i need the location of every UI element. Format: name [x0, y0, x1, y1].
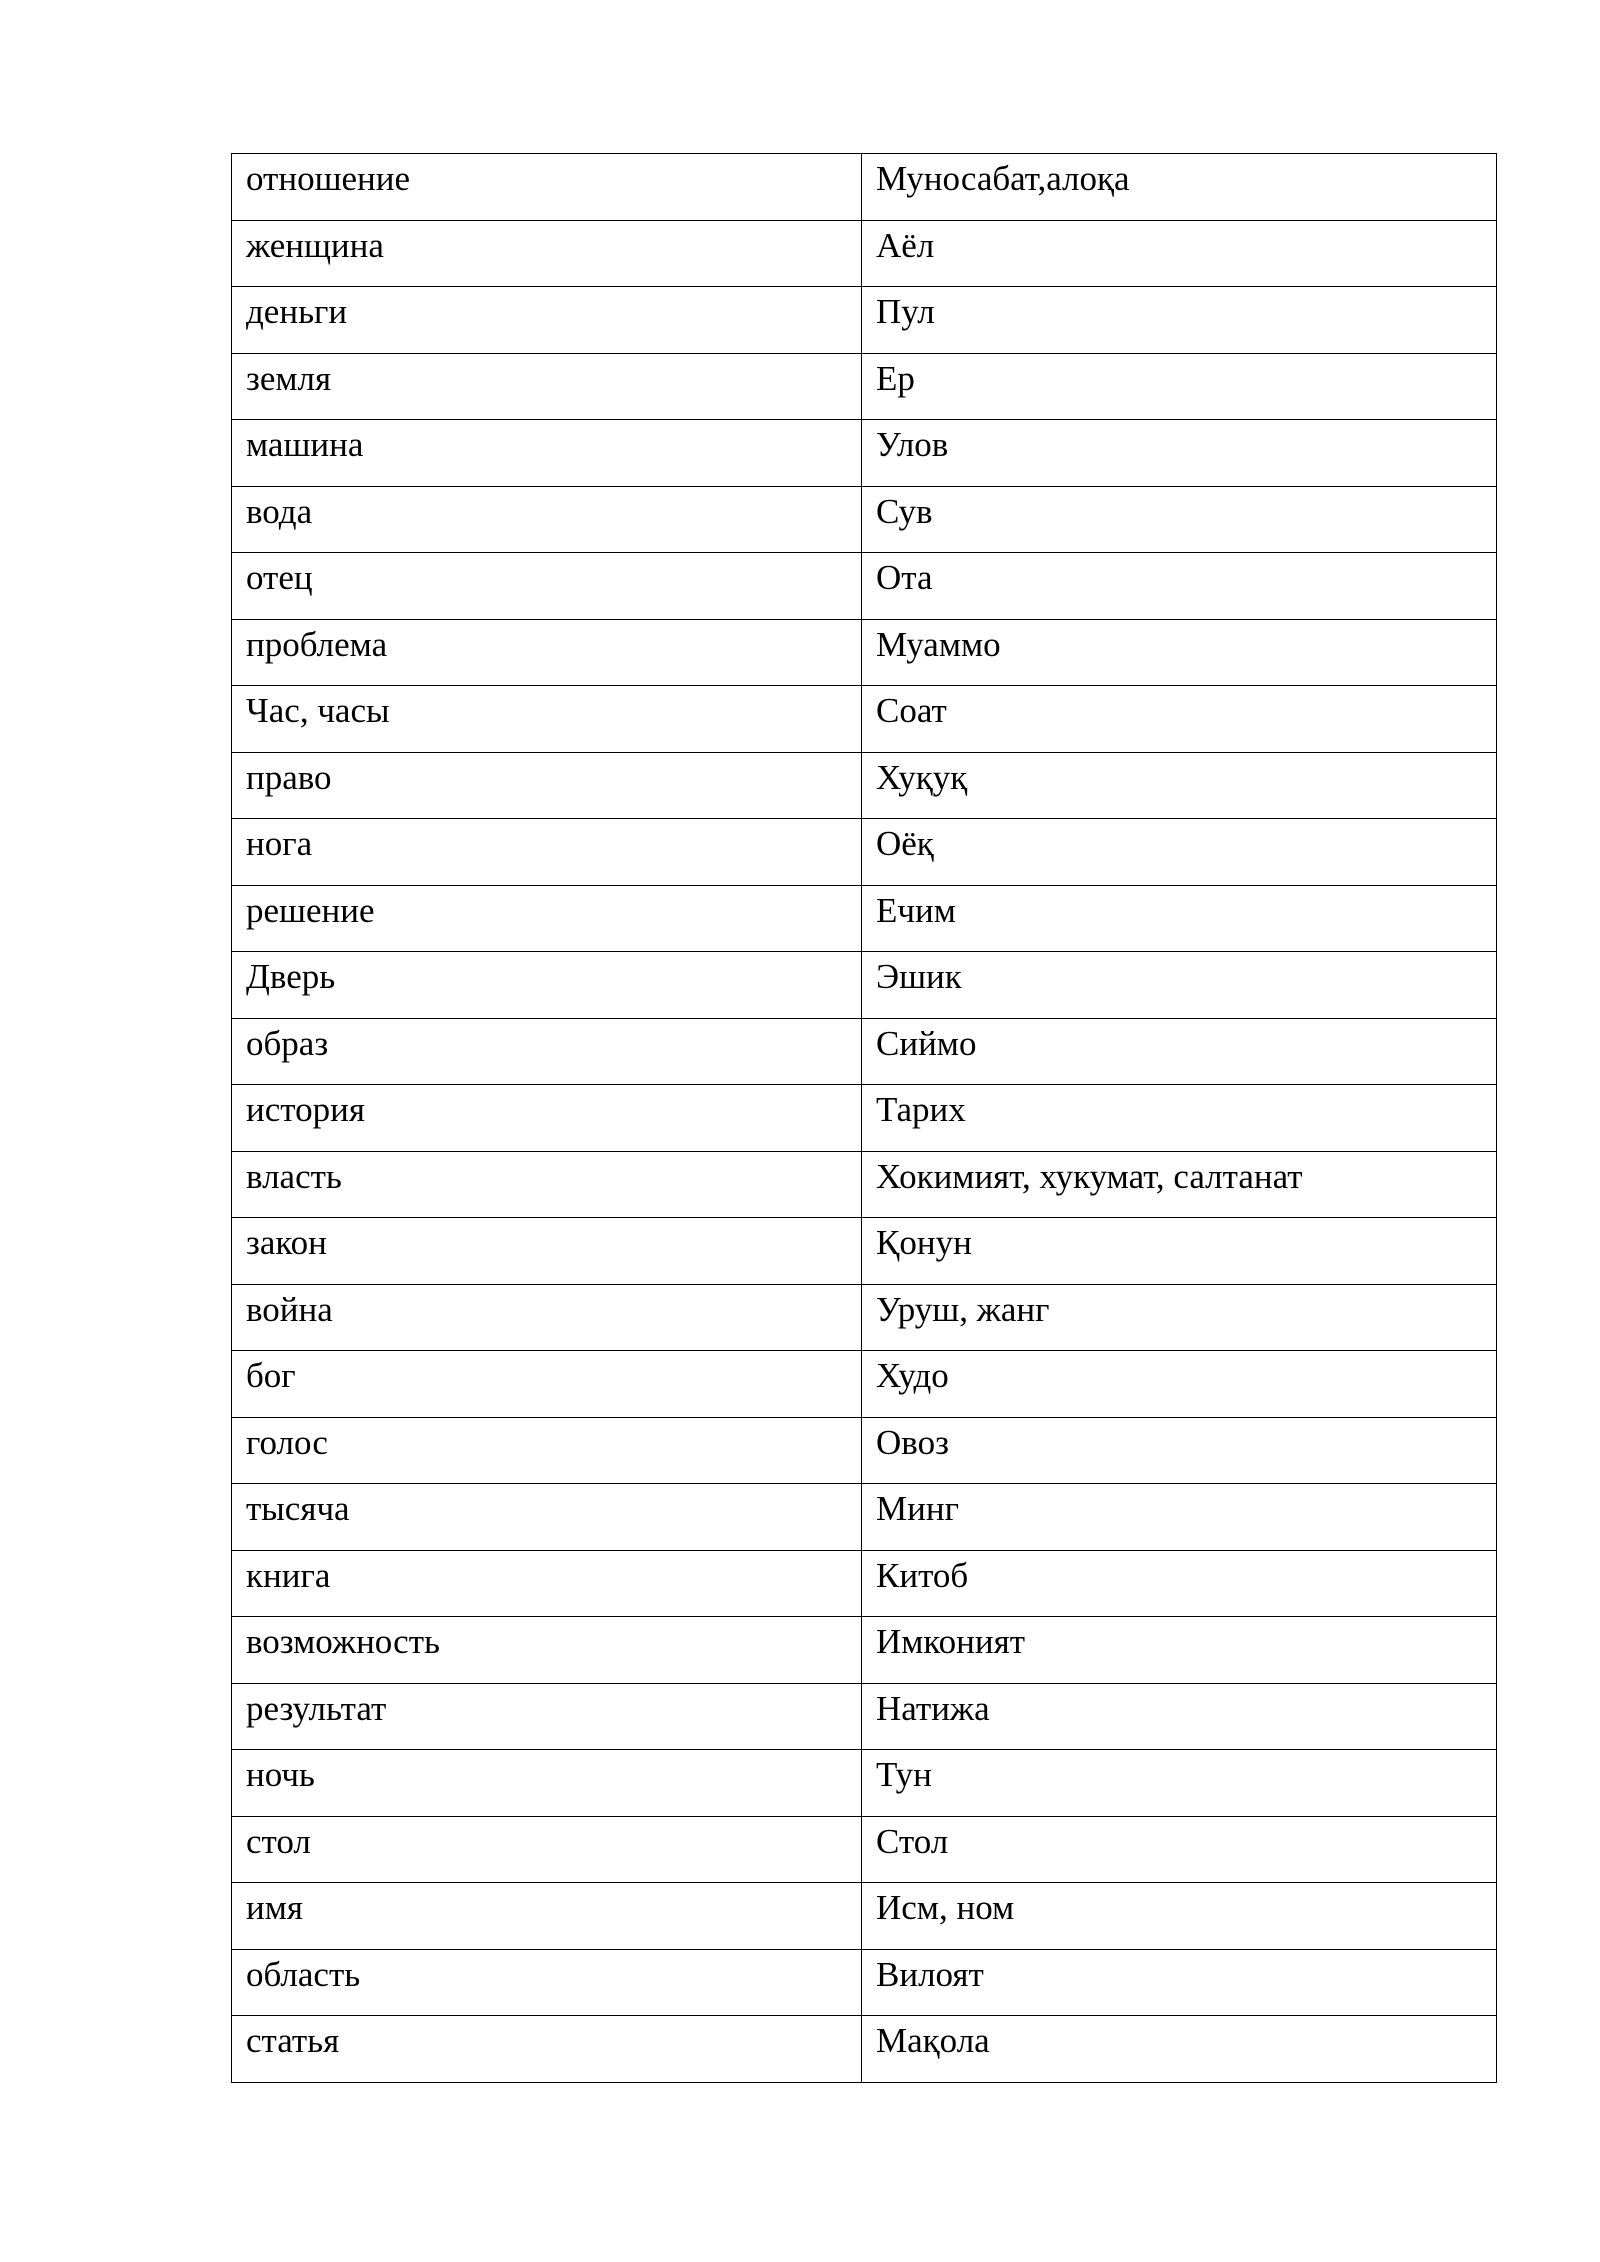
russian-word: женщина: [246, 225, 384, 265]
table-row: [232, 1883, 1497, 1950]
table-row: [232, 819, 1497, 886]
russian-word: ночь: [246, 1755, 315, 1794]
russian-word: вода: [246, 491, 313, 531]
uzbek-translation-cell: [862, 819, 1497, 886]
uzbek-translation: Стол: [876, 1821, 949, 1861]
table-row: [232, 1683, 1497, 1750]
table-row: [232, 1018, 1497, 1085]
uzbek-translation: Эшик: [876, 957, 962, 996]
uzbek-translation: Китоб: [876, 1555, 969, 1595]
table-row: [232, 220, 1497, 287]
russian-word-cell: [232, 1883, 862, 1950]
uzbek-translation-cell: [862, 1018, 1497, 1085]
uzbek-translation-cell: [862, 1417, 1497, 1484]
russian-word: война: [246, 1289, 333, 1329]
table-row: [232, 1949, 1497, 2016]
table-row: [232, 885, 1497, 952]
russian-word: история: [246, 1090, 365, 1129]
table-row: [232, 752, 1497, 819]
table-row: [232, 1484, 1497, 1551]
uzbek-translation: Овоз: [876, 1422, 949, 1462]
uzbek-translation-cell: [862, 885, 1497, 952]
russian-word-cell: [232, 486, 862, 553]
russian-word-cell: [232, 1218, 862, 1285]
russian-word: закон: [246, 1223, 327, 1262]
table-row: [232, 619, 1497, 686]
uzbek-translation: Хуқуқ: [876, 757, 968, 797]
russian-word: образ: [246, 1023, 329, 1063]
uzbek-translation-cell: [862, 220, 1497, 287]
uzbek-translation: Худо: [876, 1356, 949, 1395]
russian-word-cell: [232, 1417, 862, 1484]
russian-word: бог: [246, 1356, 296, 1395]
russian-word-cell: [232, 1949, 862, 2016]
russian-word: результат: [246, 1688, 387, 1728]
uzbek-translation: Минг: [876, 1489, 959, 1528]
russian-word-cell: [232, 553, 862, 620]
russian-word-cell: [232, 619, 862, 686]
russian-word-cell: [232, 1617, 862, 1684]
uzbek-translation: Тарих: [876, 1090, 966, 1129]
russian-word-cell: [232, 1284, 862, 1351]
uzbek-translation-cell: [862, 1683, 1497, 1750]
russian-word-cell: [232, 353, 862, 420]
table-row: [232, 1750, 1497, 1817]
uzbek-translation-cell: [862, 952, 1497, 1019]
russian-word: стол: [246, 1821, 311, 1861]
uzbek-translation-cell: [862, 154, 1497, 221]
vocabulary-table-body: [232, 154, 1497, 2083]
uzbek-translation-cell: [862, 1949, 1497, 2016]
uzbek-translation-cell: [862, 1883, 1497, 1950]
table-row: [232, 154, 1497, 221]
uzbek-translation: Исм, ном: [876, 1888, 1015, 1927]
uzbek-translation: Тун: [876, 1755, 932, 1794]
vocabulary-table: [231, 153, 1497, 2083]
table-row: [232, 1550, 1497, 1617]
russian-word: книга: [246, 1555, 331, 1595]
russian-word: отношение: [246, 159, 411, 198]
russian-word-cell: [232, 1018, 862, 1085]
uzbek-translation-cell: [862, 1617, 1497, 1684]
uzbek-translation: Пул: [876, 292, 935, 331]
table-row: [232, 1085, 1497, 1152]
uzbek-translation: Муносабат,алоқа: [876, 159, 1130, 198]
table-row: [232, 1284, 1497, 1351]
uzbek-translation-cell: [862, 752, 1497, 819]
russian-word-cell: [232, 1151, 862, 1218]
uzbek-translation: Мақола: [876, 2021, 990, 2060]
table-row: [232, 486, 1497, 553]
uzbek-translation: Сиймо: [876, 1023, 977, 1063]
table-row: [232, 1417, 1497, 1484]
table-row: [232, 1151, 1497, 1218]
uzbek-translation: Ер: [876, 358, 915, 398]
table-row: [232, 1617, 1497, 1684]
russian-word: машина: [246, 425, 364, 464]
uzbek-translation: Аёл: [876, 225, 935, 265]
uzbek-translation: Муаммо: [876, 624, 1001, 664]
russian-word-cell: [232, 752, 862, 819]
uzbek-translation-cell: [862, 1085, 1497, 1152]
russian-word: проблема: [246, 624, 388, 664]
uzbek-translation: Ечим: [876, 890, 956, 930]
uzbek-translation-cell: [862, 486, 1497, 553]
russian-word: земля: [246, 358, 332, 398]
table-row: [232, 353, 1497, 420]
russian-word: решение: [246, 890, 375, 930]
uzbek-translation-cell: [862, 619, 1497, 686]
russian-word: область: [246, 1954, 361, 1994]
russian-word-cell: [232, 1550, 862, 1617]
russian-word-cell: [232, 1351, 862, 1418]
russian-word-cell: [232, 1085, 862, 1152]
russian-word-cell: [232, 1683, 862, 1750]
table-row: [232, 686, 1497, 753]
uzbek-translation-cell: [862, 1484, 1497, 1551]
uzbek-translation-cell: [862, 553, 1497, 620]
uzbek-translation: Натижа: [876, 1688, 990, 1728]
uzbek-translation-cell: [862, 1151, 1497, 1218]
russian-word-cell: [232, 1750, 862, 1817]
uzbek-translation: Вилоят: [876, 1954, 984, 1994]
uzbek-translation: Хокимият, хукумат, салтанат: [876, 1156, 1303, 1196]
table-row: [232, 1351, 1497, 1418]
uzbek-translation: Уруш, жанг: [876, 1289, 1050, 1329]
uzbek-translation-cell: [862, 686, 1497, 753]
uzbek-translation-cell: [862, 2016, 1497, 2083]
russian-word: Час, часы: [246, 691, 390, 730]
russian-word: отец: [246, 558, 313, 597]
uzbek-translation: Ота: [876, 558, 933, 597]
russian-word: власть: [246, 1156, 342, 1196]
table-row: [232, 420, 1497, 487]
russian-word-cell: [232, 1816, 862, 1883]
table-row: [232, 1218, 1497, 1285]
uzbek-translation-cell: [862, 1218, 1497, 1285]
uzbek-translation-cell: [862, 1816, 1497, 1883]
russian-word-cell: [232, 287, 862, 354]
russian-word: право: [246, 757, 332, 797]
russian-word-cell: [232, 952, 862, 1019]
uzbek-translation-cell: [862, 1284, 1497, 1351]
uzbek-translation: Соат: [876, 691, 947, 730]
uzbek-translation: Қонун: [876, 1223, 972, 1262]
uzbek-translation-cell: [862, 420, 1497, 487]
table-row: [232, 952, 1497, 1019]
russian-word-cell: [232, 2016, 862, 2083]
uzbek-translation: Оёқ: [876, 824, 934, 863]
russian-word-cell: [232, 420, 862, 487]
russian-word-cell: [232, 686, 862, 753]
uzbek-translation-cell: [862, 287, 1497, 354]
uzbek-translation-cell: [862, 1750, 1497, 1817]
russian-word: возможность: [246, 1622, 440, 1661]
russian-word-cell: [232, 1484, 862, 1551]
russian-word: нога: [246, 824, 313, 863]
russian-word: голос: [246, 1422, 328, 1462]
table-row: [232, 553, 1497, 620]
table-row: [232, 287, 1497, 354]
uzbek-translation-cell: [862, 1351, 1497, 1418]
table-row: [232, 2016, 1497, 2083]
table-row: [232, 1816, 1497, 1883]
russian-word-cell: [232, 220, 862, 287]
russian-word: тысяча: [246, 1489, 350, 1528]
uzbek-translation: Сув: [876, 491, 933, 531]
uzbek-translation: Улов: [876, 425, 949, 464]
uzbek-translation: Имконият: [876, 1622, 1026, 1661]
russian-word-cell: [232, 885, 862, 952]
russian-word-cell: [232, 819, 862, 886]
russian-word-cell: [232, 154, 862, 221]
russian-word: статья: [246, 2021, 340, 2060]
uzbek-translation-cell: [862, 353, 1497, 420]
russian-word: имя: [246, 1888, 303, 1927]
russian-word: Дверь: [246, 957, 336, 996]
uzbek-translation-cell: [862, 1550, 1497, 1617]
russian-word: деньги: [246, 292, 348, 331]
